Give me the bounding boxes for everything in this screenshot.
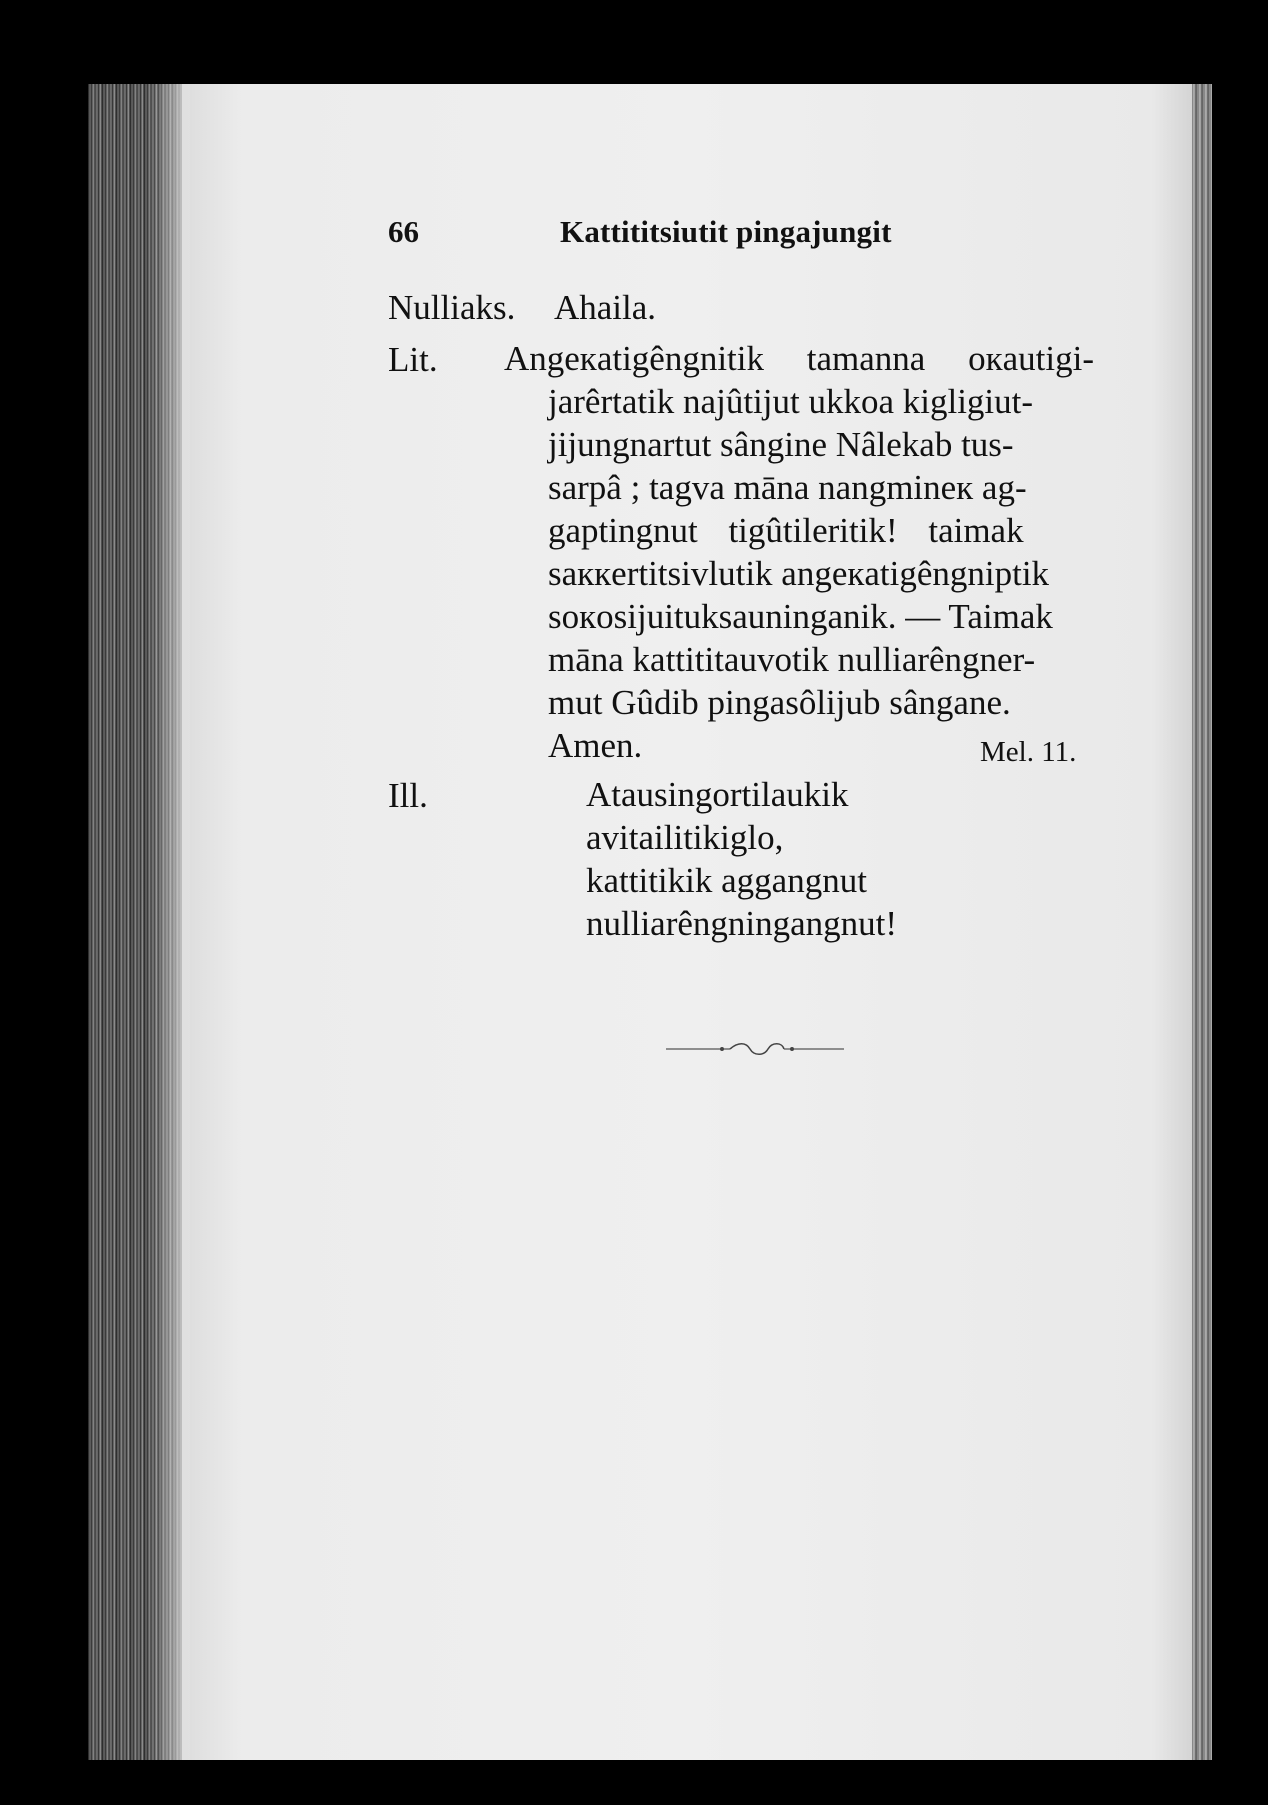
hymn-line-2: avitailitikiglo, bbox=[586, 818, 784, 857]
hymn-line-1: Atausingortilaukik bbox=[586, 775, 849, 814]
flourish-icon bbox=[660, 1034, 850, 1064]
nulliaks-text: Ahaila. bbox=[554, 288, 657, 327]
page-gutter-shadow bbox=[150, 84, 190, 1760]
hymn-label: Ill. bbox=[388, 776, 428, 815]
lit-line-7: soкosijuituksauninganik. — Taimak bbox=[548, 597, 1053, 636]
lit-line-8: māna kattititauvotik nulliarêngner- bbox=[548, 640, 1036, 679]
lit-line-10: Amen. bbox=[548, 726, 643, 765]
lit-line-9: mut Gûdib pingasôlijub sângane. bbox=[548, 683, 1011, 722]
lit-line-4: sarpâ ; tagva māna nangmineк ag- bbox=[548, 468, 1027, 507]
lit-line-1: Angeкatigêngnitik tamanna oкautigi- bbox=[504, 339, 1094, 378]
nulliaks-label: Nulliaks. bbox=[388, 288, 516, 327]
lit-line-2: jarêrtatik najûtijut ukkoa kigligiut- bbox=[548, 382, 1034, 421]
running-title: Kattititsiutit pingajungit bbox=[560, 214, 892, 249]
lit-label: Lit. bbox=[388, 340, 438, 379]
hymn-line-3: kattitikik aggangnut bbox=[586, 861, 867, 900]
page-right-edge bbox=[1192, 84, 1212, 1760]
page-number: 66 bbox=[388, 214, 419, 249]
hymn-line-4: nulliarêngningangnut! bbox=[586, 904, 898, 943]
lit-line-3: jijungnartut sângine Nâlekab tus- bbox=[548, 425, 1014, 464]
melody-reference: Mel. 11. bbox=[980, 736, 1077, 768]
lit-line-6: saккertitsivlutik angeкatigêngniptik bbox=[548, 554, 1050, 593]
lit-line-5: gaptingnut tigûtileritik! taimak bbox=[548, 511, 1024, 550]
